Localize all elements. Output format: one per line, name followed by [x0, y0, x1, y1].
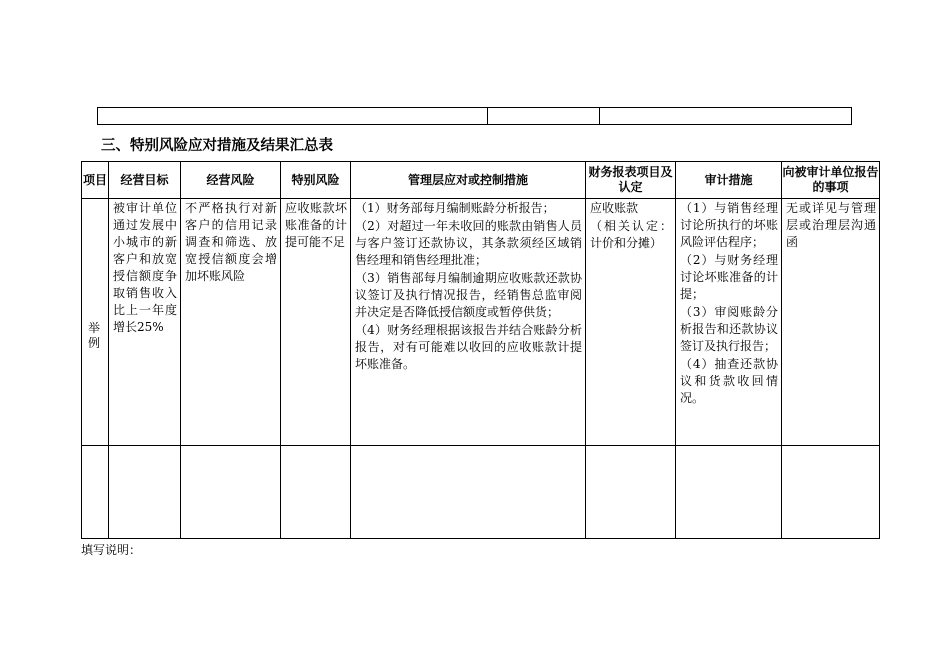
audit-measure-1: （1）与销售经理讨论所执行的坏账风险评估程序；: [680, 201, 778, 249]
empty-cell: [586, 446, 676, 539]
header-management-response: 管理层应对或控制措施: [351, 162, 586, 199]
audit-measure-2: （2）与财务经理讨论坏账准备的计提；: [680, 253, 778, 301]
example-audit-measures-cell: [676, 199, 782, 446]
management-response-2: （2）对超过一年未收回的账款由销售人员与客户签订还款协议，其条款须经区域销售经理和销售经理批准；: [355, 219, 582, 267]
empty-cell: [109, 446, 181, 539]
example-special-risk: 应收账款坏账准备的计提可能不足: [285, 201, 347, 249]
section-heading: 三、特别风险应对措施及结果汇总表: [101, 138, 333, 154]
audit-measure-4: （4）抽查还款协议和货款收回情况。: [680, 357, 778, 405]
management-response-4: （4）财务经理根据该报告并结合账龄分析报告，对有可能难以收回的应收账款计提坏账准备。: [355, 323, 582, 371]
header-audit-measures: 审计措施: [676, 162, 782, 199]
header-matters-reported: 向被审计单位报告的事项: [782, 162, 880, 199]
example-item-label: 举例: [87, 321, 100, 350]
example-business-risk-cell: [181, 199, 281, 446]
fs-item-account: 应收账款: [590, 201, 639, 215]
fs-item-assertion: （相关认定：计价和分摊）: [590, 219, 672, 250]
empty-row: [82, 446, 880, 539]
example-business-goal: 被审计单位通过发展中小城市的新客户和放宽授信额度争取销售收入比上一年度增长25%: [113, 201, 177, 334]
header-special-risk: 特别风险: [281, 162, 351, 199]
example-special-risk-cell: [281, 199, 351, 446]
example-management-response-cell: [351, 199, 586, 446]
header-item: 项目: [82, 162, 109, 199]
table-cell: [600, 108, 852, 125]
example-matters-reported: 无或详见与管理层或治理层沟通函: [786, 201, 876, 249]
example-row: [82, 199, 880, 446]
table-cell: [488, 108, 600, 125]
table-row: [98, 108, 852, 125]
header-fs-items: 财务报表项目及认定: [586, 162, 676, 199]
table-cell: [98, 108, 488, 125]
fill-instructions-label: 填写说明：: [81, 543, 142, 557]
management-response-1: （1）财务部每月编制账龄分析报告；: [355, 201, 555, 215]
example-item-cell: [82, 199, 109, 446]
empty-cell: [351, 446, 586, 539]
empty-cell: [676, 446, 782, 539]
empty-cell: [82, 446, 109, 539]
header-business-risk: 经营风险: [181, 162, 281, 199]
audit-measure-3: （3）审阅账龄分析报告和还款协议签订及执行报告；: [680, 305, 778, 353]
empty-cell: [782, 446, 880, 539]
example-business-risk: 不严格执行对新客户的信用记录调查和筛选、放宽授信额度会增加坏账风险: [185, 201, 277, 283]
example-business-goal-cell: [109, 199, 181, 446]
example-matters-reported-cell: [782, 199, 880, 446]
empty-cell: [281, 446, 351, 539]
header-row: [82, 162, 880, 199]
header-business-goal: 经营目标: [109, 162, 181, 199]
empty-cell: [181, 446, 281, 539]
previous-table-fragment: [97, 107, 852, 125]
management-response-3: （3）销售部每月编制逾期应收账款还款协议签订及执行情况报告，经销售总监审阅并决定是否降低授信额度或暂停供货；: [355, 271, 582, 319]
example-fs-items-cell: [586, 199, 676, 446]
special-risk-summary-table: [81, 161, 880, 539]
